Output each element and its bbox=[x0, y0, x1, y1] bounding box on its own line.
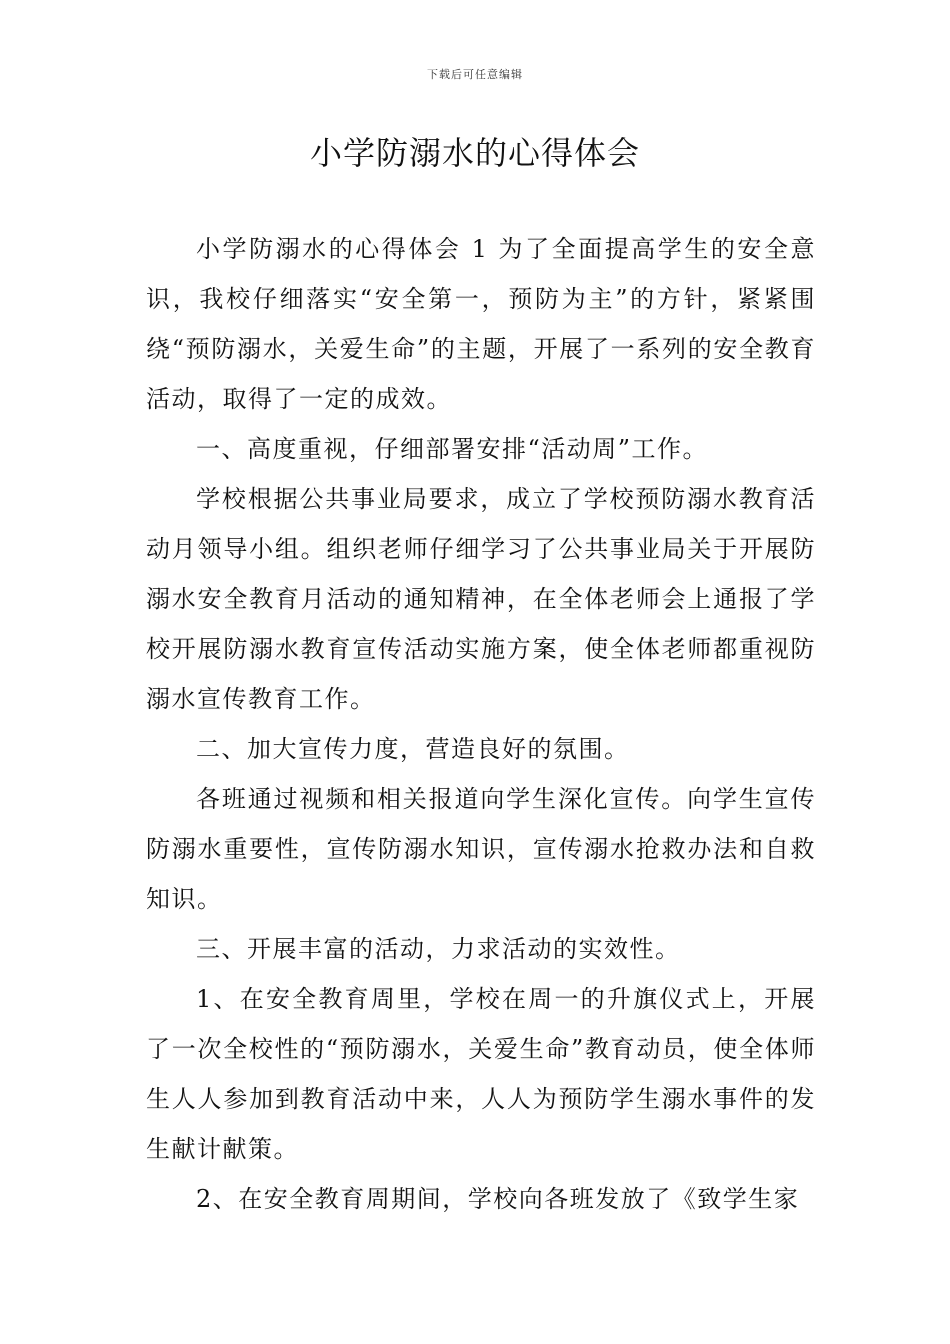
paragraph-intro: 小学防溺水的心得体会 1 为了全面提高学生的安全意识，我校仔细落实“安全第一，预防为主”的方针，紧紧围绕“预防溺水，关爱生命”的主题，开展了一系列的安全教育活动，取得了一定的成效。 bbox=[146, 235, 816, 413]
section-heading-1: 一、高度重视，仔细部署安排“活动周”工作。 bbox=[196, 435, 709, 463]
paragraph-section-2: 各班通过视频和相关报道向学生深化宣传。向学生宣传防溺水重要性，宣传防溺水知识，宣传溺水抢救办法和自救知识。 bbox=[146, 785, 816, 913]
paragraph-item-1: 1、在安全教育周里，学校在周一的升旗仪式上，开展了一次全校性的“预防溺水，关爱生命”教育动员，使全体师生人人参加到教育活动中来，人人为预防学生溺水事件的发生献计献策。 bbox=[146, 985, 816, 1163]
paragraph-item-2: 2、在安全教育周期间，学校向各班发放了《致学生家 bbox=[196, 1185, 800, 1213]
section-heading-3: 三、开展丰富的活动，力求活动的实效性。 bbox=[196, 935, 681, 963]
document-title: 小学防溺水的心得体会 bbox=[309, 134, 640, 172]
header-note: 下载后可任意编辑 bbox=[427, 68, 523, 81]
paragraph-section-1: 学校根据公共事业局要求，成立了学校预防溺水教育活动月领导小组。组织老师仔细学习了公共事业局关于开展防溺水安全教育月活动的通知精神，在全体老师会上通报了学校开展防溺水教育宣传活动实施方案，使全体老师都重视防溺水宣传教育工作。 bbox=[146, 485, 816, 713]
section-heading-2: 二、加大宣传力度，营造良好的氛围。 bbox=[196, 735, 630, 763]
document-body bbox=[146, 224, 816, 1224]
